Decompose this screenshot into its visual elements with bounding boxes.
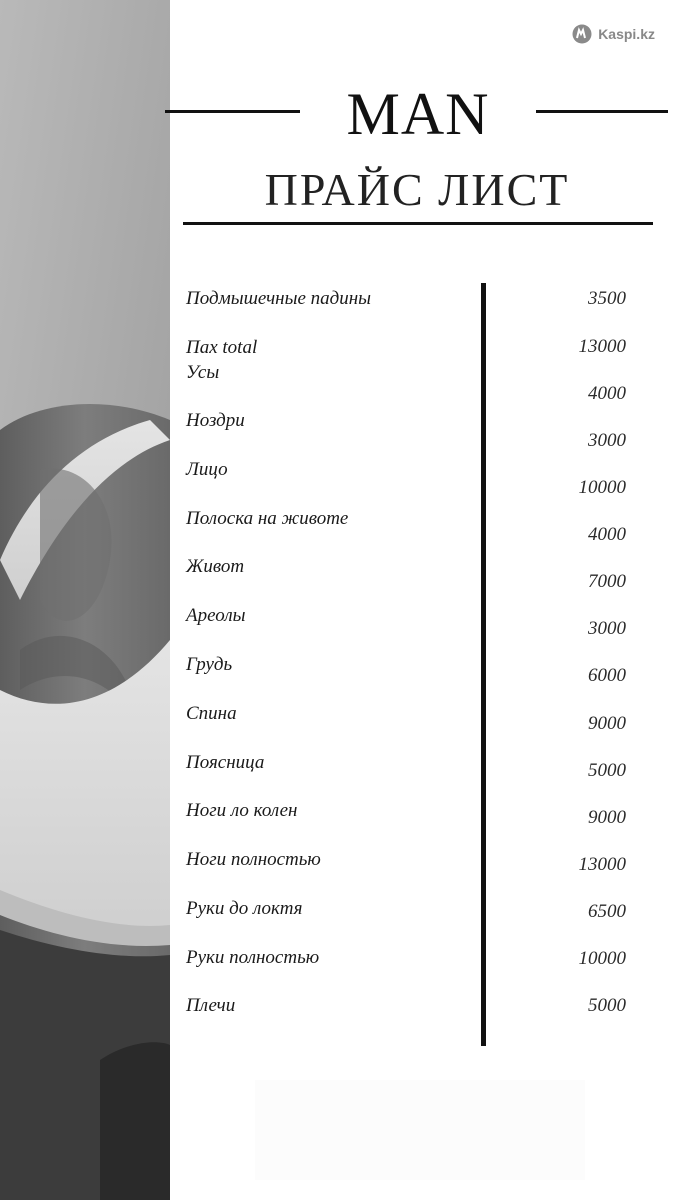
service-price: 9000 <box>588 713 626 734</box>
header-rule-left <box>165 110 300 113</box>
model-photo <box>0 0 170 1200</box>
service-price: 13000 <box>578 336 626 357</box>
header-rule-right <box>536 110 668 113</box>
service-name: Лицо <box>186 459 228 480</box>
service-name: Руки до локтя <box>186 898 303 919</box>
service-name: Ноздри <box>186 410 245 431</box>
service-price: 9000 <box>588 807 626 828</box>
price-list-title: ПРАЙС ЛИСТ <box>264 164 570 215</box>
service-price: 4000 <box>588 524 626 545</box>
service-name: Руки полностью <box>186 947 320 968</box>
service-price: 6500 <box>588 901 626 922</box>
service-name: Живот <box>186 556 245 577</box>
kaspi-watermark <box>572 24 655 44</box>
service-price: 5000 <box>588 995 626 1016</box>
service-price: 3500 <box>588 288 626 309</box>
service-name: Ареолы <box>186 605 246 626</box>
service-name: Грудь <box>186 654 233 675</box>
service-name: Полоска на животе <box>186 508 349 529</box>
column-divider <box>481 283 486 1046</box>
service-price: 3000 <box>588 618 626 639</box>
service-price: 10000 <box>578 948 626 969</box>
service-price: 10000 <box>578 477 626 498</box>
service-price: 13000 <box>578 854 626 875</box>
service-name: Поясница <box>186 752 265 773</box>
service-name: Ноги ло колен <box>186 800 298 821</box>
service-name: Плечи <box>186 995 236 1016</box>
service-name: Усы <box>186 362 220 383</box>
blank-footer-area <box>255 1080 585 1180</box>
service-price: 5000 <box>588 760 626 781</box>
service-name: Подмышечные падины <box>186 288 372 309</box>
service-price: 4000 <box>588 383 626 404</box>
header-rule-bottom <box>183 222 653 225</box>
service-price: 3000 <box>588 430 626 451</box>
service-price: 6000 <box>588 665 626 686</box>
watermark-text: Kaspi.kz <box>598 26 655 42</box>
kaspi-logo-icon <box>572 24 592 44</box>
service-name: Ноги полностью <box>186 849 321 870</box>
service-name: Пах total <box>186 337 258 358</box>
service-price: 7000 <box>588 571 626 592</box>
brand-title: MAN <box>346 81 490 147</box>
service-name: Спина <box>186 703 237 724</box>
